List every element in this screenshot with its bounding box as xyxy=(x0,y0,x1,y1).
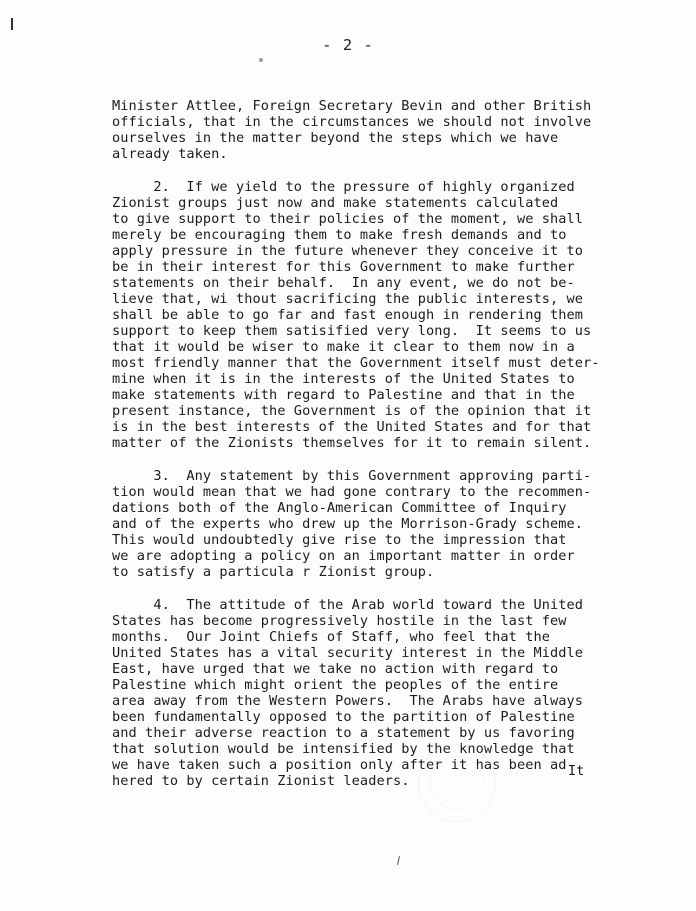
text-line: to satisfy a particula r Zionist group. xyxy=(112,564,435,580)
text-line: hered to by certain Zionist leaders. xyxy=(112,773,410,789)
text-line: This would undoubtedly give rise to the impression that xyxy=(112,532,567,548)
paper-mark xyxy=(397,856,400,865)
text-line: that solution would be intensified by the knowledge that xyxy=(112,741,575,757)
text-line: matter of the Zionists themselves for it to remain silent. xyxy=(112,435,592,451)
paragraph-3-first-line: 3. Any statement by this Government approving parti- xyxy=(112,468,592,484)
text-line: is in the best interests of the United States and for that xyxy=(112,419,592,435)
text-line: Zionist groups just now and make statements calculated xyxy=(112,195,559,211)
paragraph-4-first-line: 4. The attitude of the Arab world toward the United xyxy=(112,597,584,613)
text-line: support to keep them satisified very long. It seems to us xyxy=(112,323,592,339)
text-line: shall be able to go far and fast enough in rendering them xyxy=(112,307,584,323)
text-line: ourselves in the matter beyond the steps which we have xyxy=(112,130,559,146)
text-line: lieve that, wi thout sacrificing the public interests, we xyxy=(112,291,584,307)
text-line: be in their interest for this Government to make further xyxy=(112,259,575,275)
text-line: and their adverse reaction to a statement by us favoring xyxy=(112,725,575,741)
text-line: present instance, the Government is of the opinion that it xyxy=(112,403,592,419)
catchword: It xyxy=(568,763,585,779)
text-line: area away from the Western Powers. The Arabs have always xyxy=(112,693,584,709)
text-line: we are adopting a policy on an important matter in order xyxy=(112,548,575,564)
faint-stamp-mark-inner xyxy=(430,756,484,810)
text-line: been fundamentally opposed to the partition of Palestine xyxy=(112,709,575,725)
margin-mark xyxy=(11,18,13,30)
text-line: that it would be wiser to make it clear to them now in a xyxy=(112,339,575,355)
text-line: we have taken such a position only after it has been ad- xyxy=(112,757,575,773)
page-number: - 2 - xyxy=(322,36,374,54)
text-line: make statements with regard to Palestine and that in the xyxy=(112,387,575,403)
text-line: apply pressure in the future whenever they conceive it to xyxy=(112,243,584,259)
text-line: merely be encouraging them to make fresh demands and to xyxy=(112,227,567,243)
text-line: Minister Attlee, Foreign Secretary Bevin and other British xyxy=(112,98,592,114)
text-line: United States has a vital security interest in the Middle xyxy=(112,645,584,661)
text-line: tion would mean that we had gone contrary to the recommen- xyxy=(112,484,592,500)
text-line: East, have urged that we take no action with regard to xyxy=(112,661,559,677)
text-line: States has become progressively hostile in the last few xyxy=(112,613,567,629)
text-line: dations both of the Anglo-American Committee of Inquiry xyxy=(112,500,567,516)
text-line: and of the experts who drew up the Morrison-Grady scheme. xyxy=(112,516,584,532)
text-line: statements on their behalf. In any event, we do not be- xyxy=(112,275,575,291)
text-line: Palestine which might orient the peoples of the entire xyxy=(112,677,559,693)
paragraph-2-first-line: 2. If we yield to the pressure of highly organized xyxy=(112,179,575,195)
text-line: to give support to their policies of the moment, we shall xyxy=(112,211,584,227)
text-line: mine when it is in the interests of the United States to xyxy=(112,371,575,387)
text-line: most friendly manner that the Government itself must deter- xyxy=(112,355,600,371)
text-line: officials, that in the circumstances we should not involve xyxy=(112,114,592,130)
text-line: already taken. xyxy=(112,146,228,162)
paper-speck xyxy=(259,58,263,62)
text-line: months. Our Joint Chiefs of Staff, who feel that the xyxy=(112,629,550,645)
